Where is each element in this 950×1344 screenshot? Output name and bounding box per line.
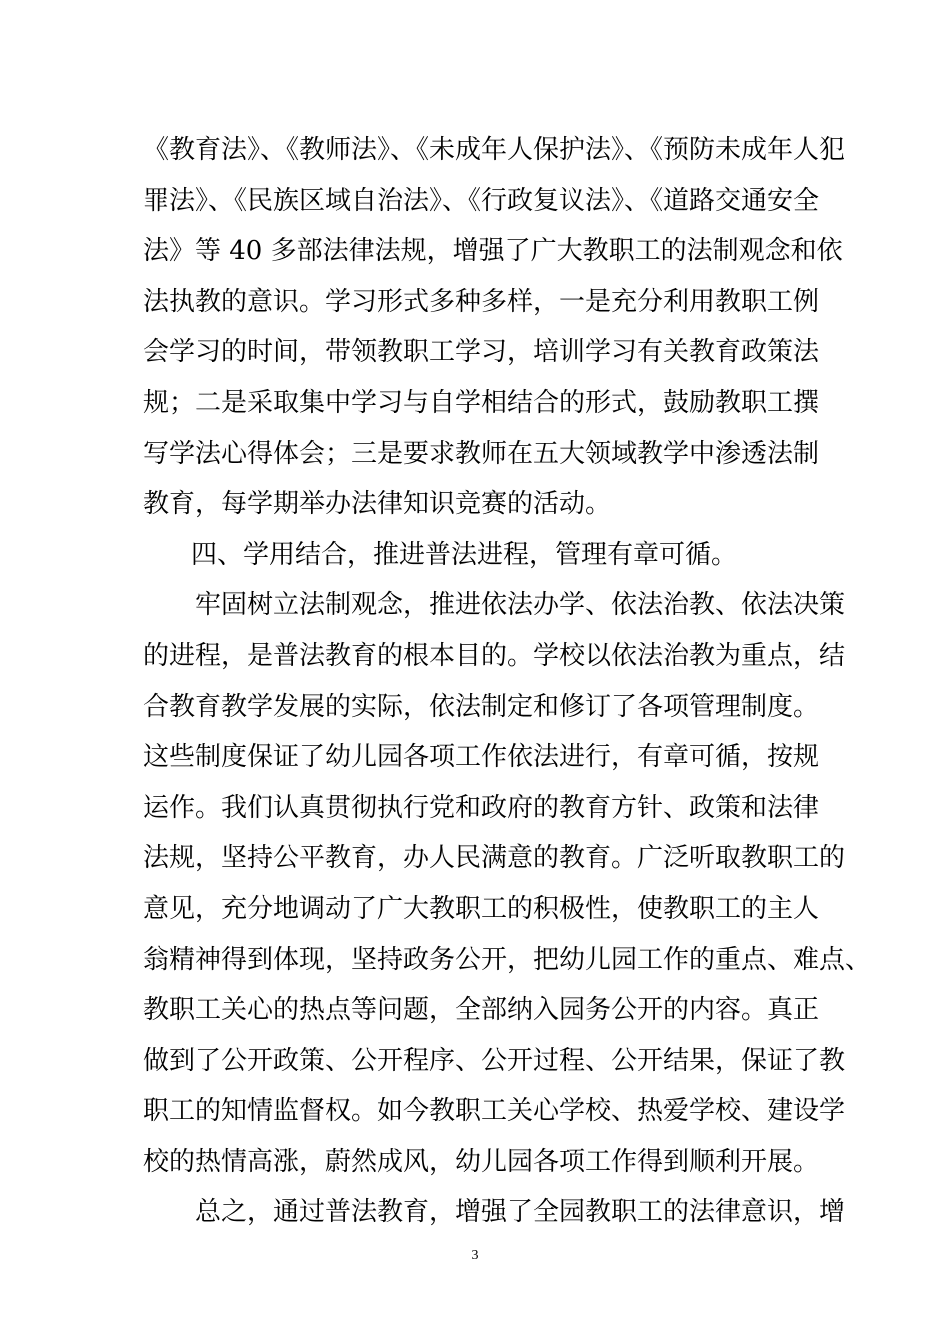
text-line: 合教育教学发展的实际，依法制定和修订了各项管理制度。 [143, 691, 820, 722]
text-line: 规；二是采取集中学习与自学相结合的形式，鼓励教职工撰 [143, 387, 820, 418]
text-line: 《教育法》、《教师法》、《未成年人保护法》、《预防未成年人犯 [143, 135, 846, 165]
section-heading: 四、学用结合，推进普法进程，管理有章可循。 [191, 539, 738, 570]
text-line: 法》等 40 多部法律法规，增强了广大教职工的法制观念和依 [143, 236, 843, 267]
text-line: 意见，充分地调动了广大教职工的积极性，使教职工的主人 [143, 893, 820, 924]
text-line: 这些制度保证了幼儿园各项工作依法进行，有章可循，按规 [143, 742, 820, 773]
text-line: 法执教的意识。学习形式多种多样，一是充分利用教职工例 [143, 286, 820, 317]
text-line: 校的热情高涨，蔚然成风，幼儿园各项工作得到顺利开展。 [143, 1146, 820, 1177]
text-line: 教育，每学期举办法律知识竞赛的活动。 [143, 489, 612, 520]
text-line: 职工的知情监督权。如今教职工关心学校、热爱学校、建设学 [143, 1096, 846, 1127]
text-line: 翁精神得到体现，坚持政务公开，把幼儿园工作的重点、难点、 [143, 944, 872, 975]
text-line: 教职工关心的热点等问题，全部纳入园务公开的内容。真正 [143, 995, 820, 1026]
text-line: 牢固树立法制观念，推进依法办学、依法治教、依法决策 [195, 590, 846, 621]
text-line: 做到了公开政策、公开程序、公开过程、公开结果，保证了教 [143, 1045, 846, 1076]
text-line: 运作。我们认真贯彻执行党和政府的教育方针、政策和法律 [143, 792, 820, 823]
text-line: 写学法心得体会；三是要求教师在五大领域教学中渗透法制 [143, 438, 820, 469]
text-line: 会学习的时间，带领教职工学习，培训学习有关教育政策法 [143, 337, 820, 368]
text-line: 的进程，是普法教育的根本目的。学校以依法治教为重点，结 [143, 640, 846, 671]
text-line: 总之，通过普法教育，增强了全园教职工的法律意识，增 [195, 1197, 846, 1228]
text-line: 法规，坚持公平教育，办人民满意的教育。广泛听取教职工的 [143, 843, 846, 874]
body-text [143, 125, 872, 1238]
page-number: 3 [471, 1248, 479, 1263]
text-line: 罪法》、《民族区域自治法》、《行政复议法》、《道路交通安全 [143, 185, 820, 216]
